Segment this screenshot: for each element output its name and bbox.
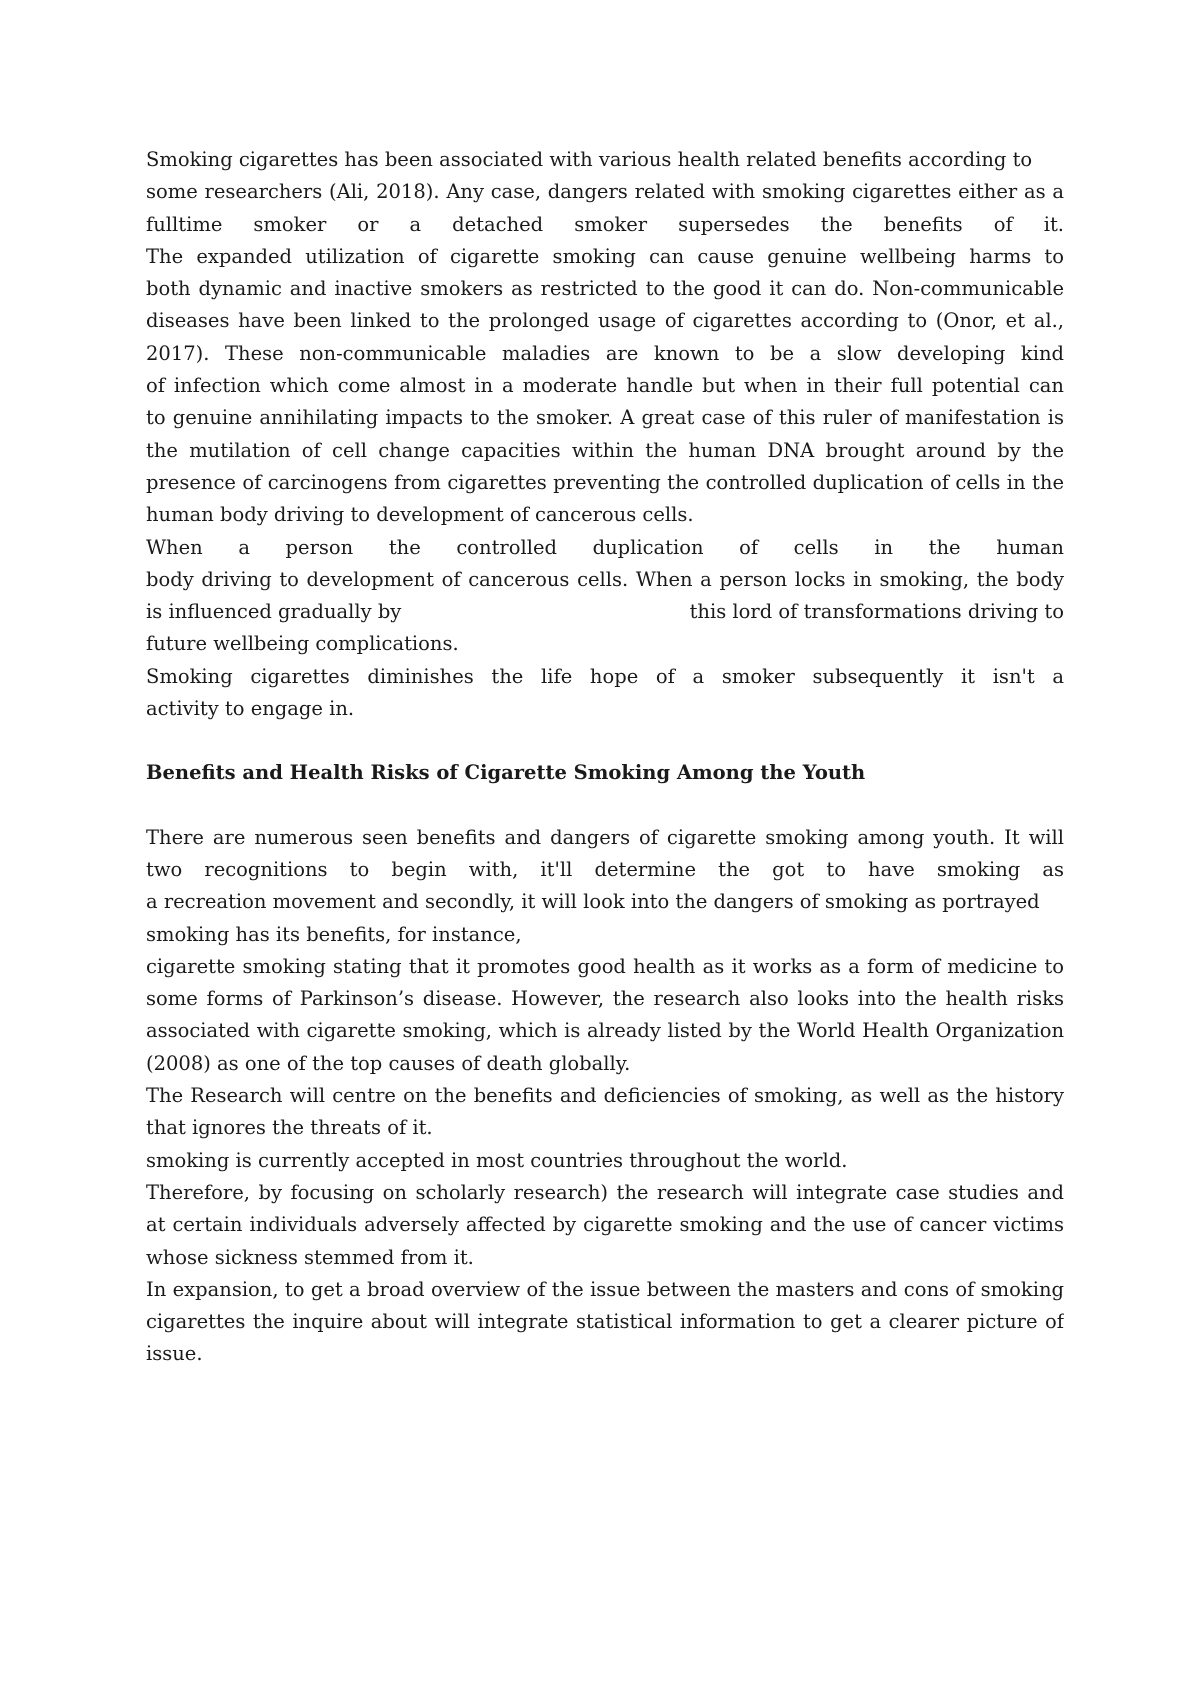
paragraph-3 (146, 661, 1064, 726)
text-line: the mutilation of cell change capacities within the human DNA brought around by the (146, 438, 1064, 462)
text-line: at certain individuals adversely affected by cigarette smoking and the use of cancer victims (146, 1213, 1064, 1237)
text-line: There are numerous seen benefits and dangers of cigarette smoking among youth. It will (146, 825, 1064, 849)
text-line: future wellbeing complications. (146, 632, 459, 656)
text-line: presence of carcinogens from cigarettes preventing the controlled duplication of cells in the (146, 470, 1064, 494)
text-line: cigarettes the inquire about will integrate statistical information to get a clearer picture of (146, 1310, 1064, 1334)
text-line: two recognitions to begin with, it'll determine the got to have smoking as (146, 857, 1064, 881)
text-line: of infection which come almost in a moderate handle but when in their full potential can (146, 374, 1064, 398)
text-line: (2008) as one of the top causes of death globally. (146, 1051, 631, 1075)
text-line: In expansion, to get a broad overview of the issue between the masters and cons of smoking (146, 1277, 1064, 1301)
paragraph-7 (146, 1145, 1064, 1177)
spacer (146, 790, 1064, 822)
text-line: cigarette smoking stating that it promotes good health as it works as a form of medicine to (146, 954, 1064, 978)
text-line: When a person the controlled duplication of cells in the human (146, 535, 1064, 559)
text-line: 2017). These non-communicable maladies are known to be a slow developing kind (146, 341, 1064, 365)
text-line: both dynamic and inactive smokers as restricted to the good it can do. Non-communicable (146, 277, 1064, 301)
text-line: The Research will centre on the benefits and deficiencies of smoking, as well as the history (146, 1084, 1064, 1108)
document-page (146, 144, 1064, 1371)
text-line: Smoking cigarettes diminishes the life hope of a smoker subsequently it isn't a (146, 664, 1064, 688)
text-line: a recreation movement and secondly, it will look into the dangers of smoking as portrayed (146, 890, 1040, 914)
text-line: some researchers (Ali, 2018). Any case, dangers related with smoking cigarettes either as a (146, 180, 1064, 204)
text-line: that ignores the threats of it. (146, 1116, 433, 1140)
paragraph-2 (146, 532, 1064, 661)
text-fragment: is influenced gradually by (146, 600, 402, 624)
text-line: smoking is currently accepted in most countries throughout the world. (146, 1148, 848, 1172)
text-line: diseases have been linked to the prolonged usage of cigarettes according to (Onor, et al., (146, 309, 1064, 333)
paragraph-9 (146, 1274, 1064, 1371)
text-line: whose sickness stemmed from it. (146, 1245, 474, 1269)
text-fragment: this lord of transformations driving to (689, 600, 1064, 624)
text-line: to genuine annihilating impacts to the smoker. A great case of this ruler of manifestation is (146, 406, 1064, 430)
text-line: human body driving to development of cancerous cells. (146, 503, 694, 527)
spacer (146, 725, 1064, 757)
text-line (146, 596, 1064, 628)
text-line: Smoking cigarettes has been associated with various health related benefits according to (146, 148, 1033, 171)
text-line: The expanded utilization of cigarette smoking can cause genuine wellbeing harms to (146, 244, 1064, 268)
text-line: body driving to development of cancerous cells. When a person locks in smoking, the body (146, 567, 1064, 591)
text-line: issue. (146, 1342, 203, 1366)
paragraph-4 (146, 822, 1064, 951)
text-line: smoking has its benefits, for instance, (146, 922, 522, 946)
text-line: associated with cigarette smoking, which is already listed by the World Health Organization (146, 1019, 1064, 1043)
paragraph-8 (146, 1177, 1064, 1274)
paragraph-5 (146, 951, 1064, 1080)
text-line: activity to engage in. (146, 697, 355, 721)
text-line: fulltime smoker or a detached smoker supersedes the benefits of it. (146, 212, 1064, 236)
paragraph-1 (146, 144, 1064, 532)
text-line: some forms of Parkinson’s disease. However, the research also looks into the health risks (146, 987, 1064, 1011)
section-heading: Benefits and Health Risks of Cigarette Smoking Among the Youth (146, 761, 866, 785)
text-line: Therefore, by focusing on scholarly research) the research will integrate case studies and (146, 1180, 1064, 1204)
paragraph-6 (146, 1080, 1064, 1145)
